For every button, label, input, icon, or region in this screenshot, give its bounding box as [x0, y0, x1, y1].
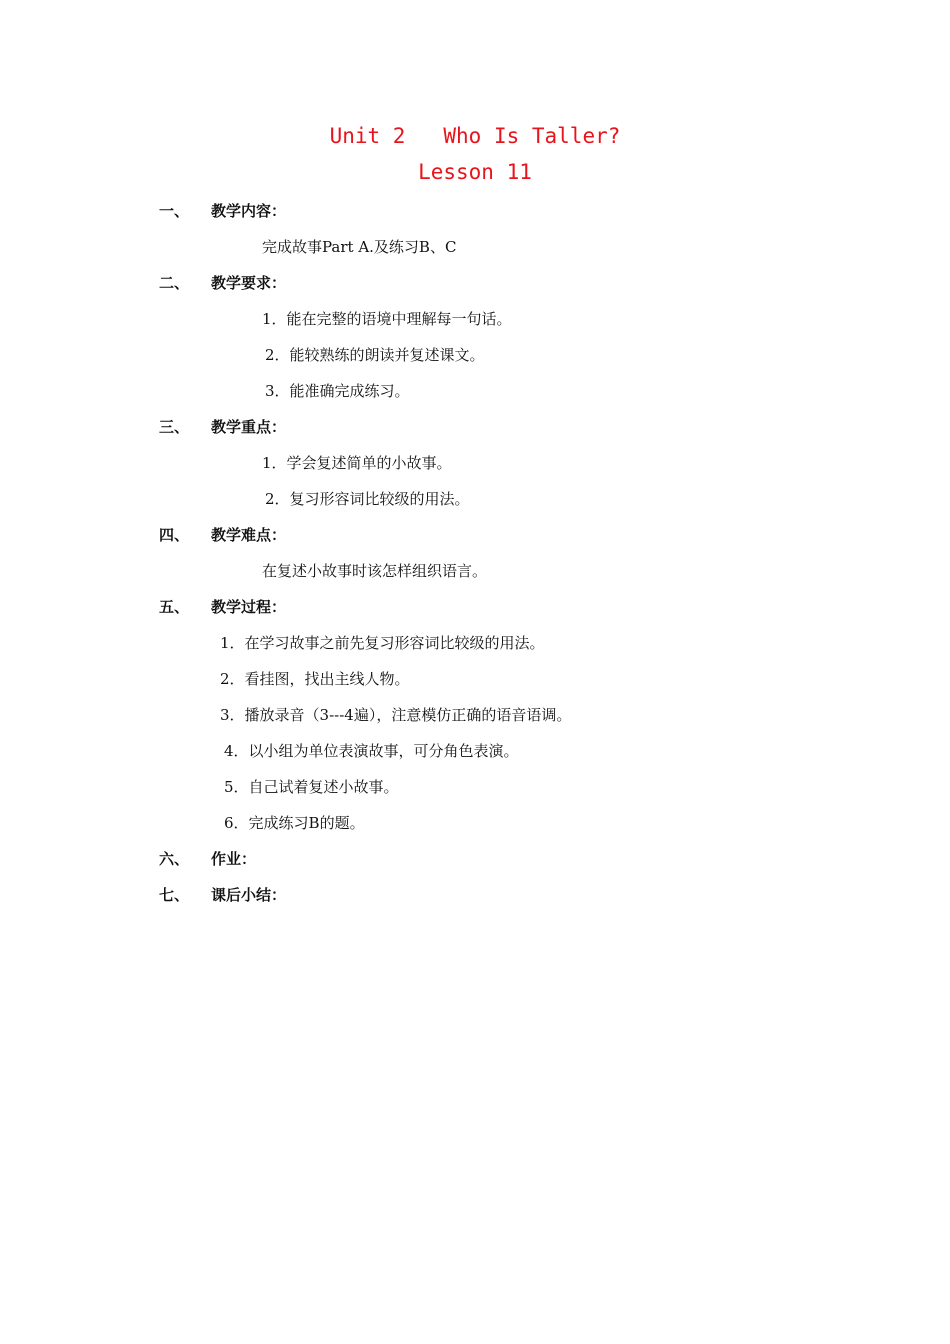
section-title: 教学重点： [211, 418, 287, 436]
process-step: 2．看挂图，找出主线人物。 [220, 670, 410, 688]
section-heading-process [159, 596, 286, 617]
key-point-item: 1．学会复述简单的小故事。 [262, 454, 452, 472]
section-title: 作业： [211, 850, 257, 868]
section-heading-homework [159, 848, 256, 869]
section-title: 教学内容： [211, 202, 287, 220]
section-number: 六、 [159, 850, 190, 868]
requirement-item: 2．能较熟练的朗读并复述课文。 [265, 346, 485, 364]
section-heading-difficulties [159, 524, 286, 545]
difficulty-item: 在复述小故事时该怎样组织语言。 [262, 562, 488, 580]
requirement-item: 3．能准确完成练习。 [265, 382, 410, 400]
section-title: 教学要求： [211, 274, 287, 292]
section-number: 四、 [159, 526, 190, 544]
section-number: 三、 [159, 418, 190, 436]
content-item: 完成故事Part A.及练习B、C [262, 238, 457, 256]
process-step: 6．完成练习B的题。 [224, 814, 365, 832]
unit-title: Unit 2 Who Is Taller? [329, 124, 621, 148]
section-heading-content [159, 200, 286, 221]
section-heading-requirements [159, 272, 286, 293]
key-point-item: 2．复习形容词比较级的用法。 [265, 490, 470, 508]
requirement-item: 1．能在完整的语境中理解每一句话。 [262, 310, 512, 328]
section-heading-summary [159, 884, 286, 905]
section-title: 课后小结： [211, 886, 287, 904]
process-step: 3．播放录音（3---4遍），注意模仿正确的语音语调。 [220, 706, 572, 724]
process-step: 5．自己试着复述小故事。 [224, 778, 399, 796]
section-number: 一、 [159, 202, 190, 220]
process-step: 4．以小组为单位表演故事，可分角色表演。 [224, 742, 519, 760]
process-step: 1．在学习故事之前先复习形容词比较级的用法。 [220, 634, 545, 652]
section-title: 教学难点： [211, 526, 287, 544]
section-number: 五、 [159, 598, 190, 616]
section-number: 二、 [159, 274, 190, 292]
lesson-title: Lesson 11 [418, 160, 532, 184]
section-heading-key-points [159, 416, 286, 437]
section-number: 七、 [159, 886, 190, 904]
section-title: 教学过程： [211, 598, 287, 616]
